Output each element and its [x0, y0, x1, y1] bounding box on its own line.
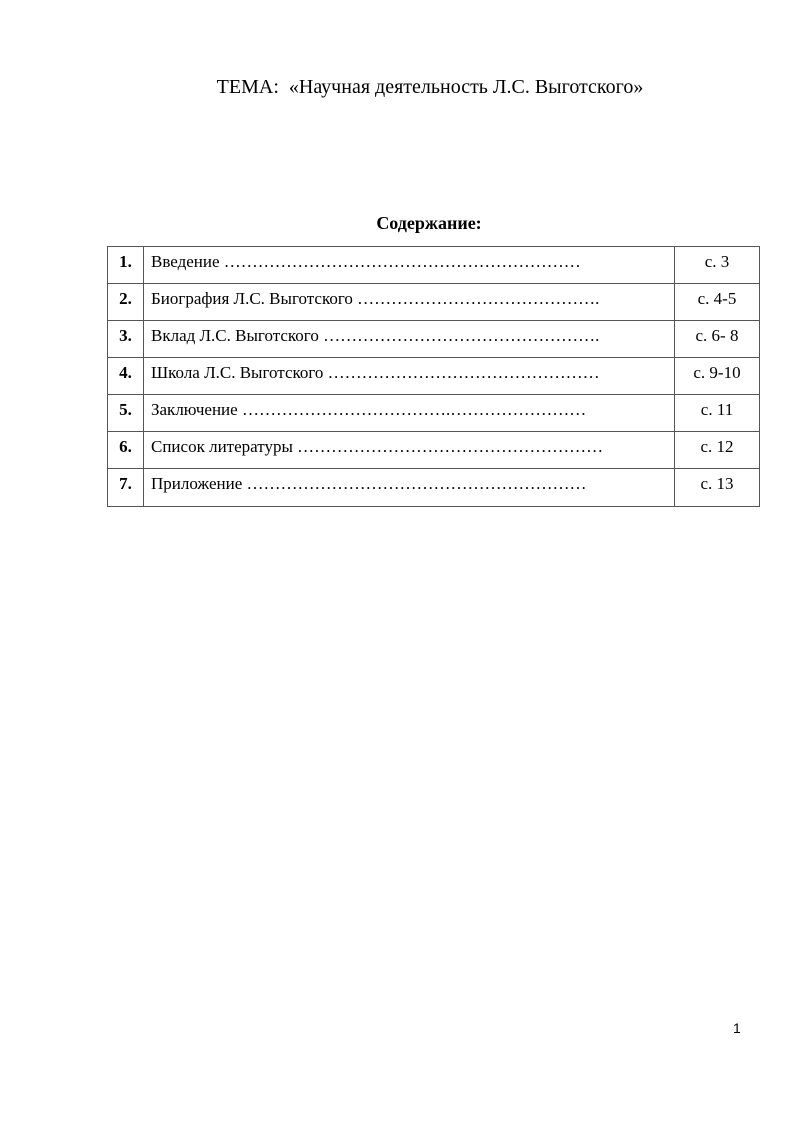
- toc-row-page: с. 13: [675, 469, 760, 507]
- toc-row-page: с. 9-10: [675, 358, 760, 395]
- toc-row: [108, 284, 760, 321]
- page-number: 1: [733, 1020, 741, 1036]
- toc-row-title: Школа Л.С. Выготского …………………………………………: [144, 358, 675, 395]
- toc-row-number: 2.: [108, 284, 144, 321]
- toc-row-title: Список литературы ………………………………………………: [144, 432, 675, 469]
- toc-row-title: Введение ………………………………………………………: [144, 247, 675, 284]
- toc-row-number: 1.: [108, 247, 144, 284]
- toc-row: [108, 432, 760, 469]
- toc-row: [108, 358, 760, 395]
- toc-row-title: Приложение ……………………………………………………: [144, 469, 675, 507]
- toc-row: [108, 469, 760, 507]
- toc-row-number: 5.: [108, 395, 144, 432]
- toc-row: [108, 321, 760, 358]
- toc-row-number: 6.: [108, 432, 144, 469]
- toc-row-number: 4.: [108, 358, 144, 395]
- toc-heading: Содержание:: [376, 213, 482, 233]
- toc-row: [108, 395, 760, 432]
- toc-row-title: Заключение ……………………………….……………………: [144, 395, 675, 432]
- page-title: ТЕМА: «Научная деятельность Л.С. Выготского»: [216, 76, 644, 98]
- toc-row-page: с. 11: [675, 395, 760, 432]
- toc-row-page: с. 4-5: [675, 284, 760, 321]
- toc-row: [108, 247, 760, 284]
- toc-row-page: с. 12: [675, 432, 760, 469]
- toc-row-number: 3.: [108, 321, 144, 358]
- toc-row-page: с. 6- 8: [675, 321, 760, 358]
- toc-row-number: 7.: [108, 469, 144, 507]
- toc-row-page: с. 3: [675, 247, 760, 284]
- toc-row-title: Вклад Л.С. Выготского ………………………………………….: [144, 321, 675, 358]
- toc-table: [107, 246, 760, 507]
- toc-row-title: Биография Л.С. Выготского …………………………………….: [144, 284, 675, 321]
